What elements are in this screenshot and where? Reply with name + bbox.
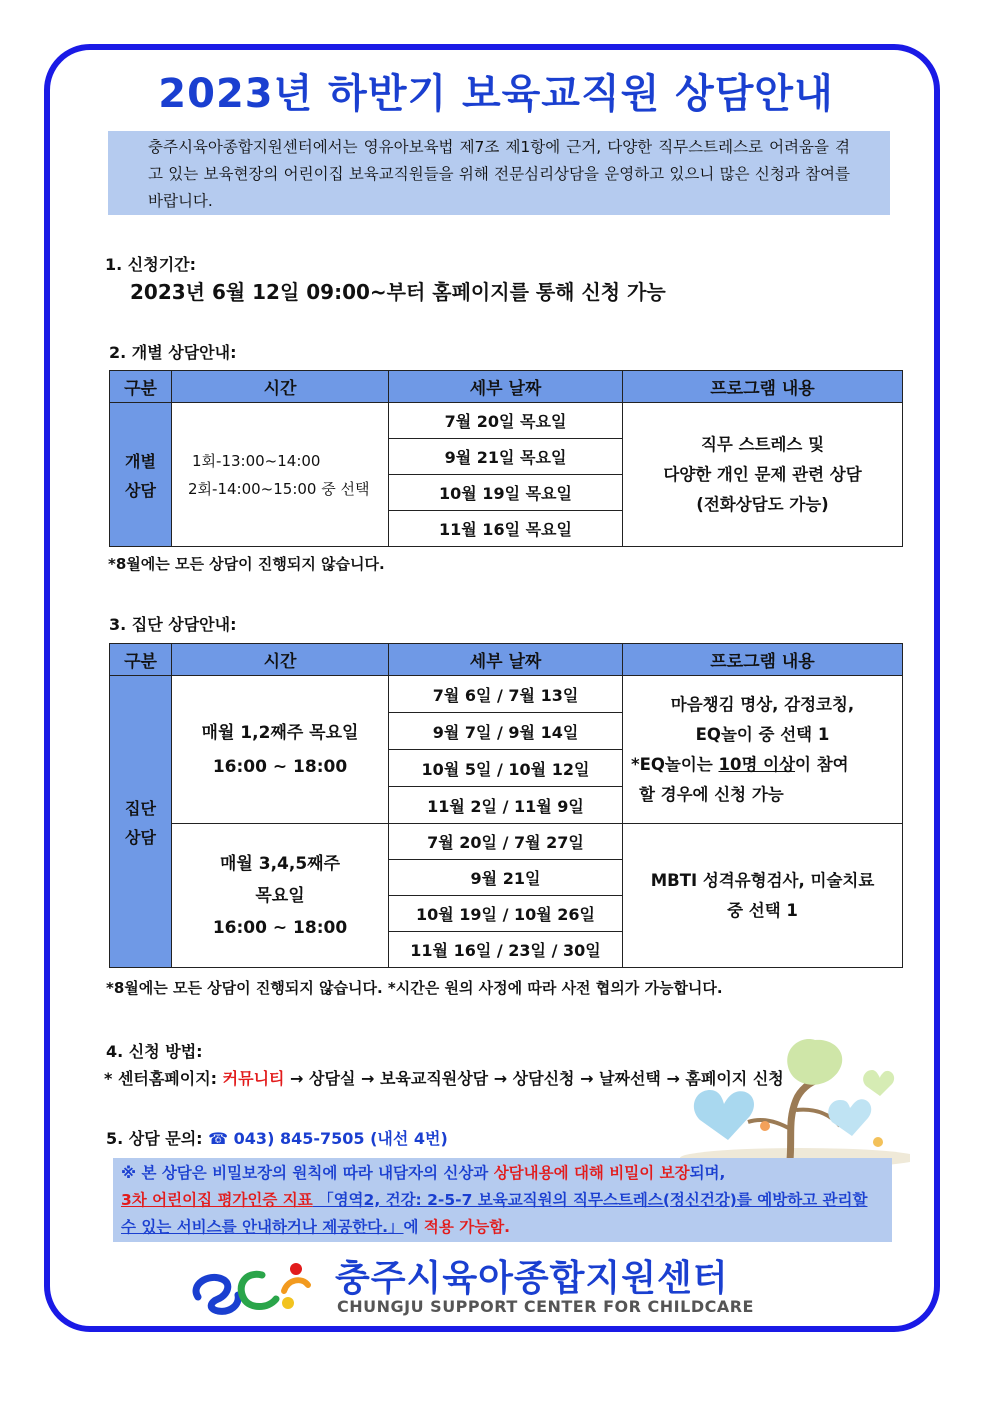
center-name-korean: 충주시육아종합지원센터 [335, 1258, 729, 1299]
individual-table [109, 370, 903, 547]
confidentiality-notice: ※ 본 상담은 비밀보장의 원칙에 따라 내담자의 신상과 상담내용에 대해 비밀이 보장되며, 3차 어린이집 평가인증 지표 「영역2, 건강: 2-5-7 보육교직원의 직무스트레스(정신건강)를 예방하고 관리할 수 있는 서비스를 안내하거나 제공한다.」에 적용 가능함. [113, 1158, 892, 1242]
group1-date: 7월 6일 / 7월 13일 [389, 676, 623, 713]
community-link: 커뮤니티 [222, 1069, 285, 1088]
individual-date: 7월 20일 목요일 [389, 403, 623, 439]
group1-time: 매월 1,2째주 목요일 16:00 ~ 18:00 [172, 676, 389, 824]
sec4-method: * 센터홈페이지: 커뮤니티 → 상담실 → 보육교직원상담 → 상담신청 → 날짜선택 → 홈페이지 신청 [104, 1069, 784, 1088]
th-program: 프로그램 내용 [623, 644, 903, 676]
phone-icon: ☎ [208, 1129, 229, 1148]
group-category: 집단 상담 [110, 676, 172, 968]
sec2-note: *8월에는 모든 상담이 진행되지 않습니다. [108, 555, 385, 573]
individual-date: 9월 21일 목요일 [389, 439, 623, 475]
group2-date: 9월 21일 [389, 860, 623, 896]
sec2-heading: 2. 개별 상담안내: [109, 343, 237, 362]
group2-date: 11월 16일 / 23일 / 30일 [389, 932, 623, 968]
group1-date: 9월 7일 / 9월 14일 [389, 713, 623, 750]
group1-date: 10월 5일 / 10월 12일 [389, 750, 623, 787]
center-logo-icon [188, 1255, 318, 1315]
eq-minimum: 10명 이상 [718, 754, 796, 774]
sec4-heading: 4. 신청 방법: [106, 1042, 203, 1061]
sec3-note: *8월에는 모든 상담이 진행되지 않습니다. *시간은 원의 사정에 따라 사전 협의가 가능합니다. [106, 979, 723, 997]
th-time: 시간 [172, 371, 389, 403]
intro-box: 충주시육아종합지원센터에서는 영유아보육법 제7조 제1항에 근거, 다양한 직무스트레스로 어려움을 겪고 있는 보육현장의 어린이집 보육교직원들을 위해 전문심리상담을 운영하고 있으니 많은 신청과 참여를 바랍니다. [108, 131, 890, 215]
individual-date: 10월 19일 목요일 [389, 475, 623, 511]
th-category: 구분 [110, 371, 172, 403]
center-name-english: CHUNGJU SUPPORT CENTER FOR CHILDCARE [337, 1297, 754, 1316]
group2-program: MBTI 성격유형검사, 미술치료 중 선택 1 [623, 824, 903, 968]
th-category: 구분 [110, 644, 172, 676]
group2-date: 7월 20일 / 7월 27일 [389, 824, 623, 860]
th-time: 시간 [172, 644, 389, 676]
th-dates: 세부 날짜 [389, 644, 623, 676]
sec5-inquiry: 5. 상담 문의: ☎ 043) 845-7505 (내선 4번) [106, 1129, 448, 1148]
sec3-heading: 3. 집단 상담안내: [109, 615, 237, 634]
group1-program: 마음챙김 명상, 감정코칭, EQ놀이 중 선택 1 *EQ놀이는 10명 이상이 참여 할 경우에 신청 가능 [623, 676, 903, 824]
sec1-period: 2023년 6월 12일 09:00~부터 홈페이지를 통해 신청 가능 [130, 280, 666, 304]
group1-date: 11월 2일 / 11월 9일 [389, 787, 623, 824]
phone-number: 043) 845-7505 (내선 4번) [228, 1129, 448, 1148]
group2-date: 10월 19일 / 10월 26일 [389, 896, 623, 932]
tree-illustration-icon [640, 1030, 910, 1170]
group-table [109, 643, 903, 968]
individual-category: 개별 상담 [110, 403, 172, 547]
page-title: 2023년 하반기 보육교직원 상담안내 [158, 71, 834, 117]
sec1-heading: 1. 신청기간: [105, 255, 197, 274]
individual-date: 11월 16일 목요일 [389, 511, 623, 547]
th-program: 프로그램 내용 [623, 371, 903, 403]
individual-time: 1회-13:00~14:00 2회-14:00~15:00 중 선택 [172, 403, 389, 547]
group2-time: 매월 3,4,5째주 목요일 16:00 ~ 18:00 [172, 824, 389, 968]
th-dates: 세부 날짜 [389, 371, 623, 403]
individual-program: 직무 스트레스 및 다양한 개인 문제 관련 상담 (전화상담도 가능) [623, 403, 903, 547]
